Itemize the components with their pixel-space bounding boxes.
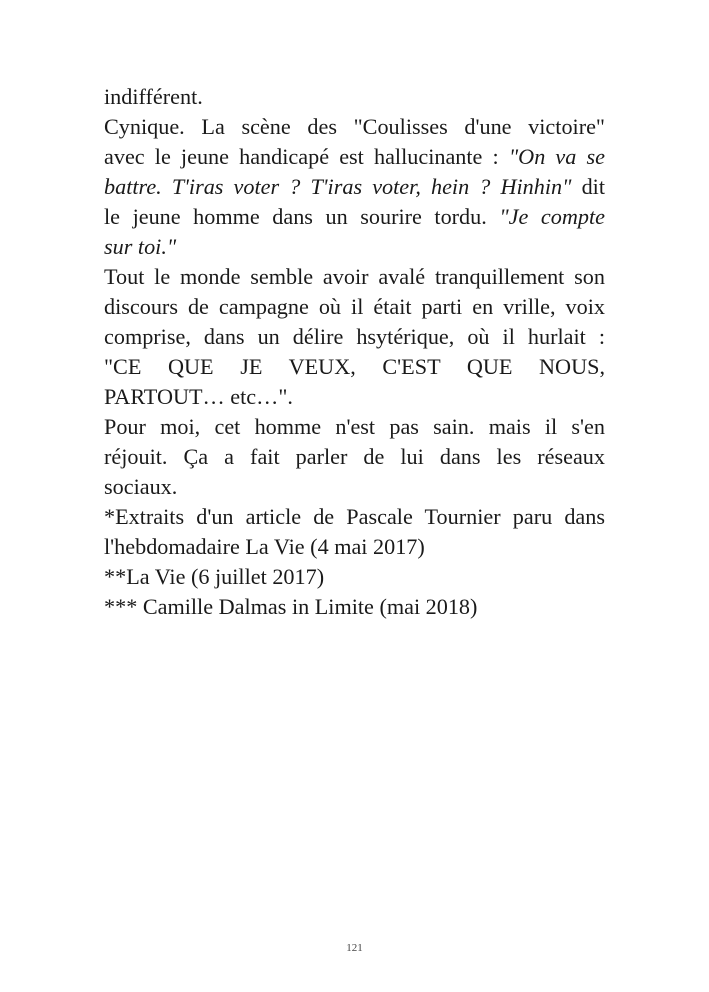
text-line-5-roman: le jeune homme dans un sourire tordu. [104, 204, 500, 229]
text-line-11: PARTOUT… etc…". [104, 384, 293, 409]
text-line-5 [104, 202, 605, 232]
text-line-14: sociaux. [104, 474, 178, 499]
text-line-1: indifférent. [104, 84, 203, 109]
text-line-4-roman: dit [571, 174, 605, 199]
text-line-9: comprise, dans un délire hsytérique, où il hurlait : [104, 324, 605, 349]
text-line-6: sur toi." [104, 234, 177, 259]
text-line-12: Pour moi, cet homme n'est pas sain. mais il s'en [104, 414, 605, 439]
text-line-3-italic: "On va se [508, 144, 605, 169]
footnote-line-4: *** Camille Dalmas in Limite (mai 2018) [104, 594, 478, 619]
footnote-line-1: *Extraits d'un article de Pascale Tournier paru dans [104, 504, 605, 529]
text-line-8: discours de campagne où il était parti en vrille, voix [104, 294, 605, 319]
body-text [104, 82, 605, 622]
text-line-4-italic: battre. T'iras voter ? T'iras voter, hein ? Hinhin" [104, 174, 572, 199]
text-line-3 [104, 142, 605, 172]
text-line-10: "CE QUE JE VEUX, C'EST QUE NOUS, [104, 354, 605, 379]
text-line-4 [104, 172, 605, 202]
text-line-5-italic: "Je compte [499, 204, 605, 229]
text-line-13: réjouit. Ça a fait parler de lui dans les réseaux [104, 444, 605, 469]
footnote-line-2: l'hebdomadaire La Vie (4 mai 2017) [104, 534, 425, 559]
text-line-7: Tout le monde semble avoir avalé tranquillement son [104, 264, 605, 289]
footnote-line-3: **La Vie (6 juillet 2017) [104, 564, 325, 589]
text-line-3-roman: avec le jeune handicapé est hallucinante : [104, 144, 509, 169]
text-line-2: Cynique. La scène des "Coulisses d'une victoire" [104, 114, 605, 139]
page-number: 121 [346, 942, 363, 954]
